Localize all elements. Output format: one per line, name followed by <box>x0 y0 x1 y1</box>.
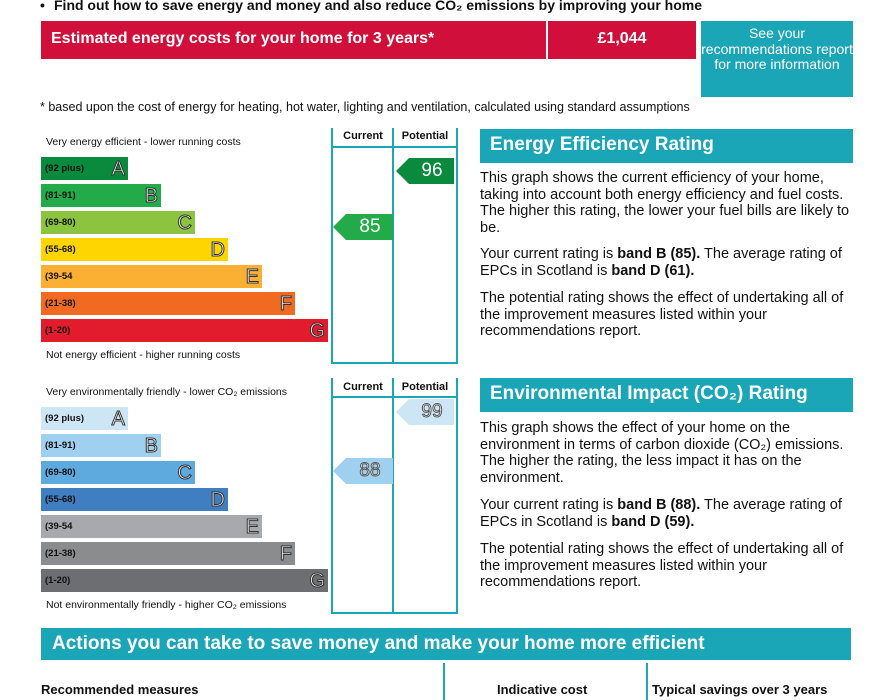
energy-band-letter: C <box>177 212 192 234</box>
estimated-costs-label: Estimated energy costs for your home for 3 years* <box>51 30 435 47</box>
energy-top-caption: Very energy efficient - lower running costs <box>46 136 241 148</box>
env-band-range: (39-54 <box>45 521 73 532</box>
energy-band-letter: D <box>210 239 225 261</box>
env-frame-line <box>331 378 333 614</box>
energy-average-band: band D (61). <box>611 262 695 279</box>
env-average-band: band D (59). <box>611 513 695 530</box>
energy-frame-line <box>392 128 394 364</box>
env-frame-line <box>392 378 394 614</box>
cost-footnote: * based upon the cost of energy for heating, hot water, lighting and ventilation, calculated using standard assumptions <box>40 100 690 114</box>
env-top-caption: Very environmentally friendly - lower CO₂ emissions <box>46 386 287 398</box>
energy-band-a <box>41 157 128 180</box>
energy-band-f <box>41 292 295 315</box>
energy-current-header: Current <box>343 130 383 142</box>
intro-line <box>40 0 702 13</box>
env-band-range: (69-80) <box>45 467 76 478</box>
energy-band-letter: A <box>111 158 125 180</box>
env-band-b <box>41 434 161 457</box>
actions-heading: Actions you can take to save money and make your home more efficient <box>41 628 851 660</box>
env-band-d <box>41 488 228 511</box>
energy-band-letter: E <box>245 266 259 288</box>
estimated-costs-bar <box>41 21 696 59</box>
env-p2-text: The average rating of EPCs in Scotland is <box>480 497 842 530</box>
energy-band-letter: F <box>279 293 292 315</box>
env-paragraph-1: This graph shows the effect of your home on the environment in terms of carbon dioxide (CO₂) emissions. The higher the rating, the less impact it has on the environment. <box>480 420 844 486</box>
env-band-f <box>41 542 295 565</box>
env-frame-line <box>331 396 458 398</box>
table-divider <box>443 663 445 700</box>
bullet-icon: • <box>40 0 45 13</box>
env-p2-text: Your current rating is <box>480 497 618 513</box>
recommended-measures-header: Recommended measures <box>41 682 199 697</box>
env-band-letter: D <box>210 489 225 511</box>
energy-current-band: band B (85). <box>617 246 701 262</box>
env-rating-title: Environmental Impact (CO₂) Rating <box>480 378 853 412</box>
env-potential-rating-arrow <box>396 399 454 425</box>
env-band-range: (55-68) <box>45 494 76 505</box>
env-current-header: Current <box>343 381 383 393</box>
see-recommendations-link[interactable]: See your recommendations report for more information <box>701 21 853 97</box>
env-paragraph-2 <box>480 497 852 530</box>
table-divider <box>646 663 648 700</box>
energy-current-rating-arrow <box>333 214 393 240</box>
energy-band-g <box>41 319 328 342</box>
energy-potential-header: Potential <box>401 130 449 142</box>
env-band-letter: A <box>111 408 125 430</box>
env-band-a <box>41 407 128 430</box>
env-band-g <box>41 569 328 592</box>
env-current-band: band B (88). <box>617 497 701 513</box>
env-frame-line <box>456 378 458 614</box>
energy-band-letter: G <box>309 320 325 342</box>
energy-paragraph-1: This graph shows the current efficiency of your home, taking into account both energy efficiency and fuel costs. The higher this rating, the lower your fuel bills are likely to be. <box>480 170 850 236</box>
env-band-c <box>41 461 195 484</box>
energy-frame-line <box>331 362 458 364</box>
env-band-letter: C <box>177 462 192 484</box>
energy-p2-text: Your current rating is <box>480 246 618 262</box>
energy-paragraph-3: The potential rating shows the effect of undertaking all of the improvement measures listed within your recommendations report. <box>480 290 844 339</box>
energy-current-value: 85 <box>359 216 381 237</box>
energy-potential-value: 96 <box>421 160 443 181</box>
env-band-range: (81-91) <box>45 440 76 451</box>
env-band-range: (92 plus) <box>45 413 85 424</box>
energy-frame-line <box>331 128 333 364</box>
env-band-letter: E <box>245 516 259 538</box>
energy-potential-rating-arrow <box>396 158 454 184</box>
energy-band-letter: B <box>144 185 158 207</box>
energy-band-range: (81-91) <box>45 190 76 201</box>
intro-text: Find out how to save energy and money and also reduce CO₂ emissions by improving your home <box>54 0 703 13</box>
energy-band-range: (1-20) <box>45 325 71 336</box>
energy-band-range: (55-68) <box>45 244 76 255</box>
env-current-rating-arrow <box>333 458 393 484</box>
energy-band-range: (39-54 <box>45 271 73 282</box>
energy-frame-line <box>456 128 458 364</box>
energy-frame-line <box>331 146 458 148</box>
energy-paragraph-2 <box>480 246 852 279</box>
energy-band-b <box>41 184 161 207</box>
env-band-range: (21-38) <box>45 548 76 559</box>
env-band-letter: F <box>279 543 292 565</box>
energy-band-range: (21-38) <box>45 298 76 309</box>
energy-p2-text: The average rating of EPCs in Scotland is <box>480 246 842 279</box>
indicative-cost-header: Indicative cost <box>497 682 588 697</box>
env-potential-value: 99 <box>421 401 443 422</box>
energy-band-range: (92 plus) <box>45 163 85 174</box>
env-current-value: 88 <box>359 460 381 481</box>
energy-rating-title: Energy Efficiency Rating <box>480 129 853 163</box>
env-band-e <box>41 515 262 538</box>
estimated-costs-amount: £1,044 <box>597 30 647 47</box>
energy-band-e <box>41 265 262 288</box>
env-potential-header: Potential <box>401 381 449 393</box>
env-band-letter: B <box>144 435 158 457</box>
energy-bottom-caption: Not energy efficient - higher running costs <box>46 349 241 361</box>
energy-band-c <box>41 211 195 234</box>
env-band-range: (1-20) <box>45 575 71 586</box>
typical-savings-header: Typical savings over 3 years <box>652 682 828 697</box>
energy-band-range: (69-80) <box>45 217 76 228</box>
env-bottom-caption: Not environmentally friendly - higher CO₂ emissions <box>46 599 287 611</box>
env-band-letter: G <box>309 570 325 592</box>
env-frame-line <box>331 612 458 614</box>
energy-band-d <box>41 238 228 261</box>
env-paragraph-3: The potential rating shows the effect of undertaking all of the improvement measures listed within your recommendations report. <box>480 541 844 590</box>
